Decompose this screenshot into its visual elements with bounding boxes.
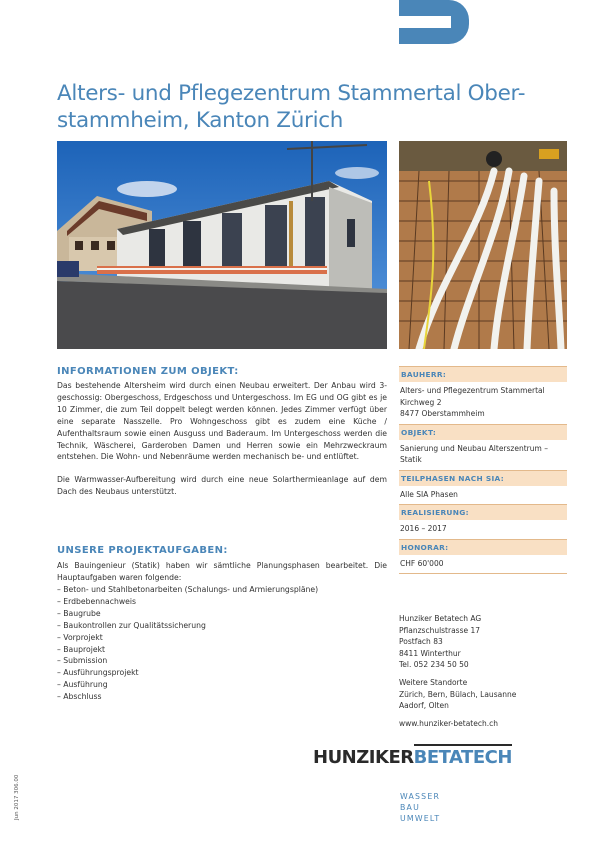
contact-company: Hunziker Betatech AG bbox=[399, 614, 482, 623]
task-item: – Erdbebennachweis bbox=[57, 596, 136, 606]
task-item: – Ausführungsprojekt bbox=[57, 668, 139, 678]
contact-phone: Tel. 052 234 50 50 bbox=[399, 660, 469, 670]
bauherr-value bbox=[399, 382, 567, 424]
contact-locations-label: Weitere Standorte bbox=[399, 677, 468, 687]
brand-tagline-3: UMWELT bbox=[400, 814, 441, 823]
brand-part-2: BETATECH bbox=[414, 744, 512, 768]
tasks-heading: UNSERE PROJEKTAUFGABEN: bbox=[57, 545, 228, 556]
brand-part-1: HUNZIKER bbox=[313, 747, 414, 768]
bauherr-label: BAUHERR: bbox=[399, 366, 567, 382]
realisierung-value: 2016 – 2017 bbox=[400, 524, 447, 533]
facts-panel bbox=[399, 366, 567, 574]
phasen-label: TEILPHASEN NACH SIA: bbox=[399, 470, 567, 486]
bauherr-line-3: 8477 Oberstammheim bbox=[400, 409, 485, 418]
task-item: – Submission bbox=[57, 656, 108, 666]
contact-locations-line-2: Aadorf, Olten bbox=[399, 701, 449, 711]
title-line-2: stammheim, Kanton Zürich bbox=[57, 108, 344, 133]
task-item: – Beton- und Stahlbetonarbeiten (Schalungs- und Armierungspläne) bbox=[57, 585, 319, 594]
contact-city: 8411 Winterthur bbox=[399, 648, 461, 658]
info-heading: INFORMATIONEN ZUM OBJEKT: bbox=[57, 366, 239, 377]
honorar-value: CHF 60'000 bbox=[399, 555, 567, 575]
page-title bbox=[57, 80, 537, 134]
honorar-label: HONORAR: bbox=[399, 539, 567, 555]
task-item: – Bauprojekt bbox=[57, 644, 106, 654]
logo-mark-icon bbox=[399, 0, 469, 44]
contact-web-link[interactable]: www.hunziker-betatech.ch bbox=[399, 718, 498, 728]
bauherr-line-2: Kirchweg 2 bbox=[400, 397, 442, 407]
objekt-label: OBJEKT: bbox=[399, 424, 567, 440]
phasen-value: Alle SIA Phasen bbox=[400, 489, 458, 499]
brand-tagline-2: BAU bbox=[400, 803, 420, 812]
building-photo bbox=[57, 141, 387, 349]
realisierung-label: REALISIERUNG: bbox=[399, 504, 567, 520]
task-item: – Abschluss bbox=[57, 692, 102, 702]
task-item: – Baugrube bbox=[57, 608, 101, 618]
info-paragraph-2: Die Warmwasser-Aufbereitung wird durch eine neue Solarthermieanlage auf dem Dach des Neubaus unterstützt. bbox=[57, 475, 387, 497]
task-item: – Vorprojekt bbox=[57, 632, 103, 642]
tasks-list bbox=[57, 584, 387, 703]
contact-block bbox=[399, 613, 567, 729]
objekt-value: Sanierung und Neubau Alterszentrum – Statik bbox=[400, 443, 548, 464]
tasks-intro: Als Bauingenieur (Statik) haben wir sämtliche Planungsphasen bearbeitet. Die Hauptaufgaben waren folgende: bbox=[57, 561, 387, 582]
brand-logo bbox=[313, 747, 512, 768]
info-paragraph-1: Das bestehende Altersheim wird durch einen Neubau erweitert. Der Anbau wird 3-geschossig: Obergeschoss, Erdgeschoss und Untergeschoss. Im EG und OG gibt es je 10 Zimmer, die zum Teil doppelt belegt werden können. Jedes Zimmer verfügt über eine separate Nasszelle. Pro Wohngeschoss gibt es zudem eine Küche / Aufenthaltsraum sowie einen Ausguss und Baderaum. Im Untergeschoss werden die Technik, Wäscherei, Garderoben Damen und Herren sowie ein Mehrzweckraum entstehen. Die Wohn- und Nebenräume werden mechanisch be- und entlüftet. bbox=[57, 381, 387, 462]
task-item: – Ausführung bbox=[57, 680, 108, 690]
info-text bbox=[57, 380, 387, 509]
task-item: – Baukontrollen zur Qualitätssicherung bbox=[57, 620, 206, 630]
contact-street: Pflanzschulstrasse 17 bbox=[399, 625, 481, 635]
title-line-1: Alters- und Pflegezentrum Stammertal Ober- bbox=[57, 81, 526, 106]
construction-pipes-photo bbox=[399, 141, 567, 349]
brand-tagline bbox=[400, 791, 440, 824]
brand-tagline-1: WASSER bbox=[400, 792, 441, 801]
contact-locations-line-1: Zürich, Bern, Bülach, Lausanne bbox=[399, 689, 517, 699]
contact-postbox: Postfach 83 bbox=[399, 637, 443, 647]
document-code: Jun 2017 306.00 bbox=[14, 774, 20, 820]
bauherr-line-1: Alters- und Pflegezentrum Stammertal bbox=[400, 386, 545, 395]
